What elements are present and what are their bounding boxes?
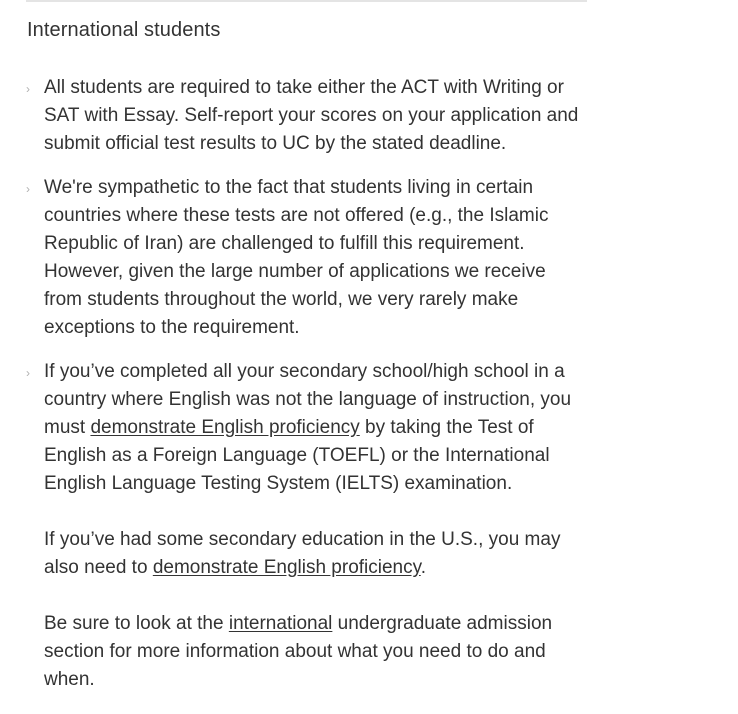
- list-item-text: We're sympathetic to the fact that students living in certain countries where these tests are not offered (e.g., the Islamic Republic of Iran) are challenged to fulfill this requirement. However, given the large number of applications we receive from students throughout the world, we very rarely make exceptions to the requirement.: [44, 177, 549, 338]
- list-item: [0, 358, 584, 694]
- paragraph-text: .: [420, 557, 426, 578]
- demonstrate-english-proficiency-link[interactable]: demonstrate English proficiency: [90, 417, 360, 438]
- paragraph-gap: [44, 498, 584, 526]
- list-item: [0, 174, 584, 342]
- demonstrate-english-proficiency-link-2[interactable]: demonstrate English proficiency: [152, 557, 421, 578]
- requirements-list: [0, 74, 738, 710]
- paragraph-text: If you’ve had some secondary education in the U.S., you may also need to: [44, 529, 561, 578]
- paragraph-text: undergraduate admission section for more information about what you need to do and when.: [44, 613, 553, 690]
- international-admission-link[interactable]: international: [228, 613, 333, 634]
- paragraph-gap: [44, 582, 584, 610]
- paragraph-text: If you’ve completed all your secondary school/high school in a country where English was not the language of instruction, you must: [44, 361, 572, 438]
- section-title: International students: [27, 19, 221, 41]
- chevron-right-icon: ›: [26, 82, 30, 96]
- international-info-paragraph: [44, 613, 552, 690]
- chevron-right-icon: ›: [26, 366, 30, 380]
- section-divider: [26, 0, 587, 2]
- paragraph-text: Be sure to look at the: [44, 613, 229, 634]
- paragraph-text: by taking the Test of English as a Foreign Language (TOEFL) or the International English Language Testing System (IELTS) examination.: [44, 417, 550, 494]
- list-item-text: All students are required to take either the ACT with Writing or SAT with Essay. Self-report your scores on your application and submit official test results to UC by the stated deadline.: [44, 77, 579, 154]
- list-item: [0, 74, 584, 158]
- chevron-right-icon: ›: [26, 182, 30, 196]
- english-requirement-paragraph: [44, 361, 571, 494]
- us-education-paragraph: [44, 529, 560, 578]
